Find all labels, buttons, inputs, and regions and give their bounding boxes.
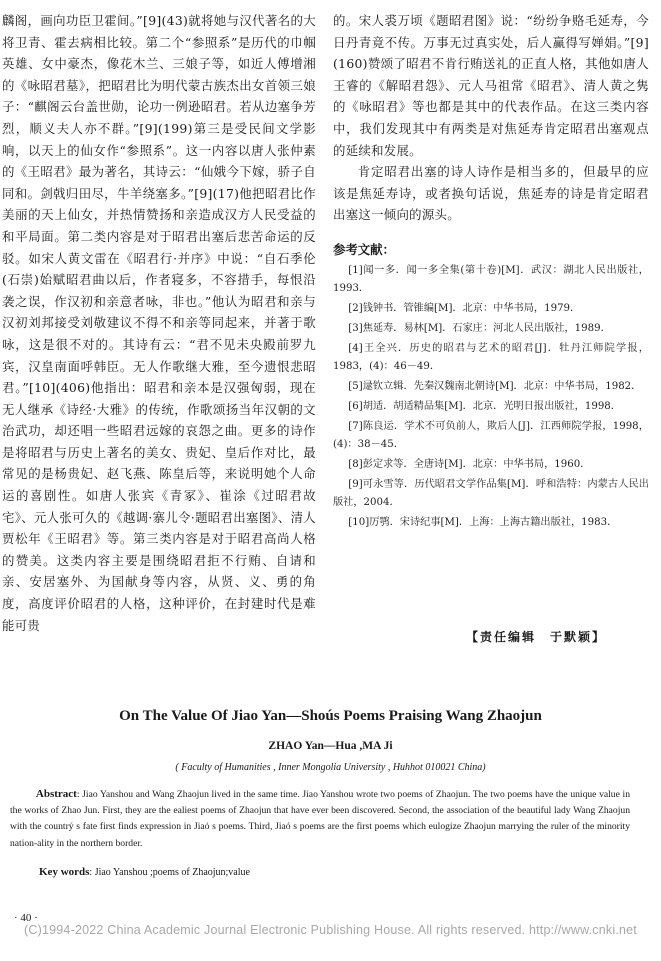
reference-item: [6]胡适．胡适精品集[M]．北京．光明日报出版社，1998．: [348, 400, 621, 412]
keywords-label: Key words: [39, 866, 90, 878]
page-number: · 40 ·: [14, 912, 38, 924]
body-text-right-1: 的。宋人裘万顷《题昭君图》说：“纷纷争赂毛延寿，今日丹青竟不传。万事无过真实处，后人赢得写婵娟。”[9](160)赞颂了昭君不肯行贿送礼的正直人格，其他如唐人王睿的《解昭君怨》、元人马祖常《昭君》、清人黄之隽的《咏昭君》等也都是其中的代表作品。在这三类内容中，我们发现其中有两类是对焦延寿肯定昭君出塞观点的延续和发展。: [333, 13, 649, 158]
references-heading: 参考文献：: [333, 241, 395, 257]
english-affiliation: ( Faculty of Humanities , Inner Mongolia University , Huhhot 010021 China): [175, 762, 486, 773]
reference-item: [4]王全兴．历史的昭君与艺术的昭君[J]．牡丹江师院学报，1983，(4)：46－49．: [333, 342, 649, 372]
editor-note: 【责任编辑 于默颖】: [466, 630, 607, 644]
reference-item: [3]焦延寿．易林[M]．石家庄：河北人民出版社，1989．: [348, 322, 611, 334]
english-authors: ZHAO Yan—Hua ,MA Ji: [268, 740, 393, 752]
reference-item: [10]厉鹗．宋诗纪事[M]．上海：上海古籍出版社，1983．: [348, 516, 618, 528]
reference-item: [5]逯钦立辑．先秦汉魏南北朝诗[M]．北京：中华书局，1982．: [348, 380, 642, 392]
body-text-right-2: 肯定昭君出塞的诗人诗作是相当多的，但最早的应该是焦延寿诗，或者换句话说，焦延寿的诗是肯定昭君出塞这一倾向的源头。: [333, 164, 649, 223]
reference-item: [9]可永雪等．历代昭君文学作品集[M]．呼和浩特：内蒙古人民出版社，2004．: [333, 478, 649, 508]
english-title: On The Value Of Jiao Yan—Shoús Poems Praising Wang Zhaojun: [119, 708, 542, 724]
right-column: [333, 10, 649, 534]
abstract-label: Abstract: [35, 788, 77, 800]
reference-item: [7]陈良运．学术不可负前人，欺后人[J]．江西师院学报，1998，(4)：38－45．: [333, 420, 649, 450]
body-text-left: 麟阁，画向功臣卫霍间。”[9](43)就将她与汉代著名的大将卫青、霍去病相比较。第二个“参照系”是历代的巾帼英雄、女中豪杰，像花木兰、三娘子等，如近人傅增湘的《咏昭君墓》，把昭君比为明代蒙古族杰出女首领三娘子：“麒阁云台盖世勋，论功一例逊昭君。若从边塞争芳烈，顺义夫人亦不群。”[9](199)第三是受民间文学影响，以天上的仙女作“参照系”。这一内容以唐人张仲素的《王昭君》最为著名，其诗云：“仙娥今下嫁，骄子自同和。剑戟归田尽，牛羊绕塞多。”[9](17)他把昭君比作美丽的天上仙女，并热情赞扬和亲造成汉方人民受益的和平局面。第二类内容是对于昭君出塞后悲苦命运的反驳。如宋人黄文雷在《昭君行·并序》中说：“自石季伦(石崇)始赋昭君曲以后，作者寝多，不容措手，每恨沿袭之误，作汉初和亲意者咏，非也。”他认为昭君和亲与汉初刘邦接受刘敬建议不得不和亲等同起来，并著于歌咏，这是很不对的。其诗有云：“君不见未央殿前罗九宾，汉皇南面呼韩臣。无人作歌继大雅，至今遗恨悲昭君。”[10](406)他指出：昭君和亲本是汉强匈弱，现在无人继承《诗经·大雅》的传统，作歌颂扬当年汉朝的文治武功，却还唱一些昭君远嫁的哀怨之曲。更多的诗作是将昭君与历史上著名的美女、贵妃、皇后作对比，最常见的是杨贵妃、赵飞燕、陈皇后等，来说明她个人命运的喜剧性。如唐人张宾《青冢》、崔涂《过昭君故宅》、元人张可久的《越调·寨儿令·题昭君出塞图》、清人贾松年《王昭君》等。第三类内容是对于昭君高尚人格的赞美。这类内容主要是围绕昭君拒不行贿、自请和亲、安居塞外、为国献身等内容，从贤、义、勇的角度，高度评价昭君的人格，这种评价，在封建时代是难能可贵: [2, 13, 316, 633]
keywords-text: : Jiao Yanshou ;poems of Zhaojun;value: [89, 867, 250, 878]
left-column: [2, 10, 316, 636]
reference-item: [1]闻一多．闻一多全集(第十卷)[M]．武汉：湖北人民出版社，1993．: [333, 264, 649, 294]
english-keywords: [39, 866, 250, 878]
english-abstract: [10, 786, 630, 852]
reference-item: [8]彭定求等．全唐诗[M]．北京：中华书局，1960．: [348, 458, 591, 470]
copyright-footer: (C)1994-2022 China Academic Journal Electronic Publishing House. All rights reserved. http://www.cnki.net: [24, 923, 637, 937]
abstract-text: : Jiao Yanshou and Wang Zhaojun lived in the same time. Jiao Yanshou wrote two poems of Zhaojun. The two poems have the unique value in the works of Zhao Jun. First, they are the ealiest poems of Zhaojun that have ever been discovered. Second, the association of the beautiful lady Wang Zhaojun with the countrý s fate first finds expression in Jiaó s poems. Third, Jiaó s poems are the first poems which eulogize Zhaojun marrying the ruler of the minority nation-ality in the northern border.: [10, 789, 630, 849]
reference-list: [333, 262, 649, 532]
reference-item: [2]钱钟书．管锥编[M]．北京：中华书局，1979．: [348, 302, 581, 314]
